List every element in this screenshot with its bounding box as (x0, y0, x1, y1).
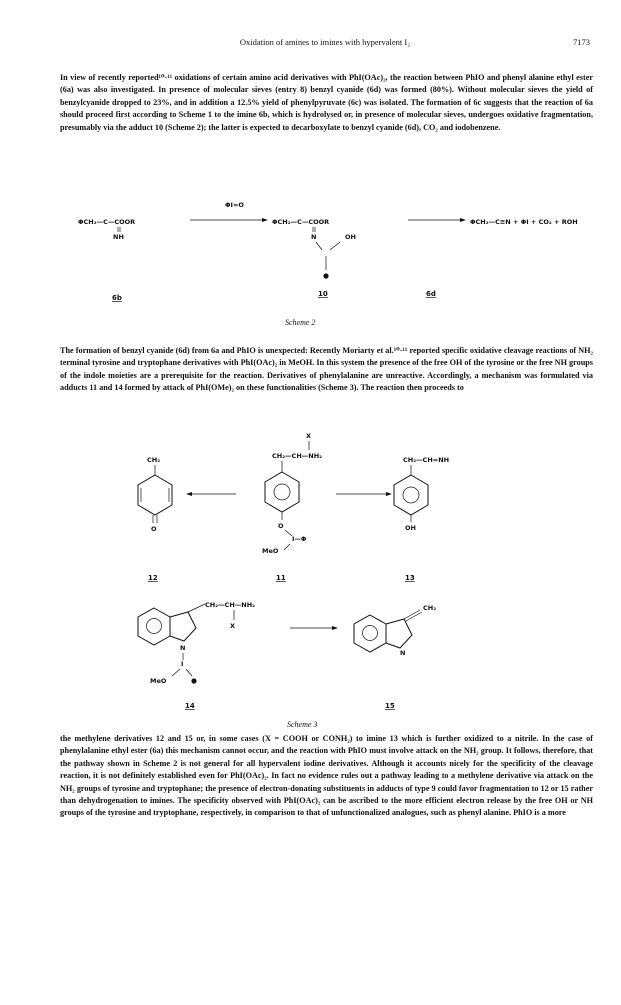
label-6d: 6d (426, 290, 436, 298)
c11-o: O (278, 522, 284, 530)
c11-meo: MeO (262, 547, 279, 555)
c12-ch2: CH₂ (147, 456, 161, 464)
scheme-2-caption: Scheme 2 (285, 318, 316, 327)
paragraph-2: The formation of benzyl cyanide (6d) from 6a and PhIO is unexpected: Recently Moriarty et al.¹⁰·¹¹ reported specific oxidative cleavage reactions of NH₂ terminal tyrosine and tryptophane derivatives with PhI(OAc)₂ in MeOH. In this system the presence of the free OH of the tyrosine or the free NH groups of the indole moieties are a prerequisite for the reaction. Derivatives of phenylalanine are unreactive. Accordingly, a mechanism was formulated via adducts 11 and 14 formed by attack of PhI(OMe)₂ on these functionalities (Scheme 3). The reaction then proceeds to (60, 346, 593, 393)
c13-oh: OH (405, 524, 416, 532)
label-6b: 6b (112, 294, 122, 302)
scheme-2 (78, 201, 578, 302)
label-15: 15 (385, 702, 395, 710)
c14-i: I (181, 660, 184, 668)
scheme-3-top (138, 432, 449, 582)
products-6d: ΦCH₂—C≡N + ΦI + CO₂ + ROH (470, 218, 578, 226)
paragraph-1: In view of recently reported¹⁰·¹¹ oxidations of certain amino acid derivatives with PhI(OAc)₂, the reaction between PhIO and phenyl alanine ethyl ester (6a) was also investigated. In presence of molecular sieves (entry 8) benzyl cyanide (6d) was formed (80%). Without molecular sieves the yield of benzylcyanide dropped to 23%, and in addition a 12.5% yield of phenylpyruvate (6c) was isolated. The formation of 6c suggests that the reaction of 6a should proceed first according to Scheme 1 to the imine 6b, which is hydrolysed or, in presence of molecular sieves, undergoes oxidative fragmentation, presumably via the adduct 10 (Scheme 2); the latter is expected to decarboxylate to benzyl cyanide (6d), CO₂ and iodobenzene. (60, 73, 593, 132)
label-10: 10 (318, 290, 328, 298)
c11-iphi: I—Φ (292, 535, 307, 543)
c14-meo: MeO (150, 677, 167, 685)
label-14: 14 (185, 702, 195, 710)
label-11: 11 (276, 574, 286, 582)
c13-chain: CH₂—CH=NH (403, 456, 450, 464)
compound-6b-nh: NH (113, 233, 124, 241)
scheme-3-bottom (138, 601, 436, 710)
reagent-phio: ΦI=O (225, 201, 244, 209)
c12-o: O (151, 525, 157, 533)
c14-n: N (180, 644, 186, 652)
compound-10-formula: ΦCH₂—C—COOR (272, 218, 330, 226)
c14-chain: CH₂—CH—NH₂ (205, 601, 255, 609)
compound-10-oh: OH (345, 233, 356, 241)
c15-ch2: CH₂ (423, 604, 437, 612)
page-number: 7173 (573, 37, 590, 47)
c11-x: X (306, 432, 312, 440)
paragraph-3: the methylene derivatives 12 and 15 or, in some cases (X = COOH or CONH₂) to imine 13 which is further oxidized to a nitrile. In the case of phenylalanine ethyl ester (6a) this mechanism cannot occur, and the reaction with PhIO must involve attack on the NH₂ group. It follows, therefore, that the pathway shown in Scheme 2 is not general for all hypervalent iodine derivatives. Although it accounts nicely for the specificity of the cleavage reaction, it is not definitely established even for PhI(OAc)₂. In fact no evidence rules out a pathway leading to a methylene derivative via attack on the NH₂ groups of tyrosine and tryptophane; the presence of electron-donating substituents in adducts of type 9 could favor fragmentation to 12 or 15 rather than dehydrogenation to imines. The specificity observed with PhI(OAc)₂ can be ascribed to the more efficient electron release by the free OH or NH groups of the tyrosine and tryptophane, respectively, in comparison to that of unfunctionalized analogues, such as phenyl alanine. PhIO is a more (60, 734, 593, 818)
label-13: 13 (405, 574, 415, 582)
scheme-3-caption: Scheme 3 (287, 720, 318, 729)
compound-6b-formula: ΦCH₂—C—COOR (78, 218, 136, 226)
compound-10-n: N (311, 233, 317, 241)
label-12: 12 (148, 574, 158, 582)
c14-x: X (230, 622, 236, 630)
running-title: Oxidation of amines to imines with hypervalent I₂ (239, 37, 411, 47)
c11-chain: CH₂—CH—NH₂ (272, 452, 322, 460)
c15-n: N (400, 649, 406, 657)
